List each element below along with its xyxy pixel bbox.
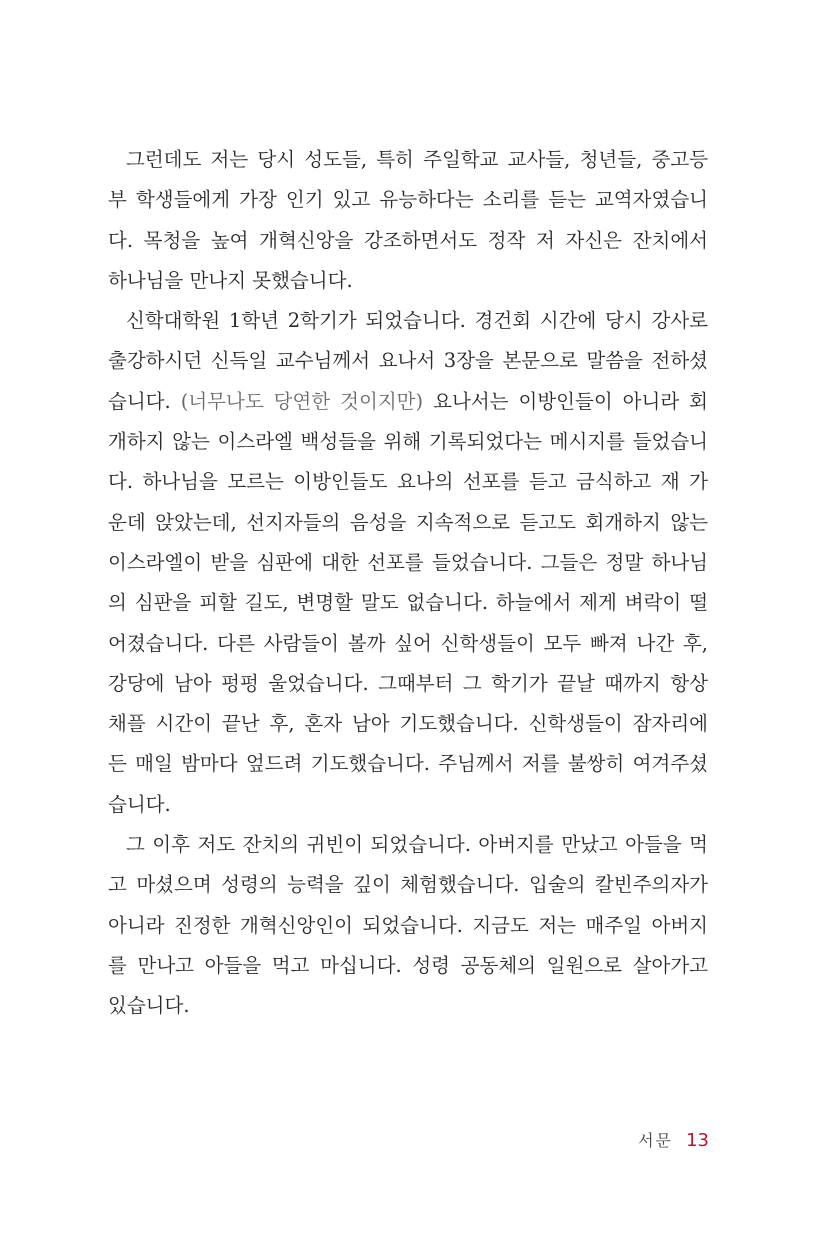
text-line: 그런데도 저는 당시 성도들, 특히 주일학교 교사들, 청년들, 중고등	[126, 148, 708, 171]
text-line: 다. 하나님을 모르는 이방인들도 요나의 선포를 듣고 금식하고 재 가	[108, 470, 708, 494]
text-line: 든 매일 밤마다 엎드려 기도했습니다. 주님께서 저를 불쌍히 여겨주셨	[108, 752, 708, 776]
text-segment: 요나서는 이방인들이 아니라 회	[433, 389, 708, 413]
page-footer	[638, 1126, 709, 1156]
text-line: 그 이후 저도 잔치의 귀빈이 되었습니다. 아버지를 만났고 아들을 먹	[126, 833, 708, 857]
text-line: 신학대학원 1학년 2학기가 되었습니다. 경건회 시간에 당시 강사로	[126, 309, 708, 333]
parenthetical-aside: (너무나도 당연한 것이지만)	[180, 389, 424, 413]
text-segment: 습니다.	[108, 389, 171, 413]
text-line: 채플 시간이 끝난 후, 혼자 남아 기도했습니다. 신학생들이 잠자리에	[108, 712, 708, 736]
text-line: 있습니다.	[108, 994, 190, 1018]
text-line: 개하지 않는 이스라엘 백성들을 위해 기록되었다는 메시지를 들었습니	[108, 430, 708, 454]
text-line: 출강하시던 신득일 교수님께서 요나서 3장을 본문으로 말씀을 전하셨	[108, 349, 708, 373]
body-text	[108, 140, 708, 1027]
text-line	[108, 382, 708, 422]
paragraph-3	[108, 825, 708, 1026]
running-section-title: 서문	[638, 1131, 673, 1150]
text-line: 강당에 남아 펑펑 울었습니다. 그때부터 그 학기가 끝날 때까지 항상	[108, 671, 708, 695]
text-line: 를 만나고 아들을 먹고 마십니다. 성령 공동체의 일원으로 살아가고	[108, 953, 708, 977]
text-line: 어졌습니다. 다른 사람들이 볼까 싶어 신학생들이 모두 빠져 나간 후,	[108, 631, 708, 655]
paragraph-1	[108, 140, 708, 301]
text-line: 고 마셨으며 성령의 능력을 깊이 체험했습니다. 입술의 칼빈주의자가	[108, 873, 708, 897]
text-line: 이스라엘이 받을 심판에 대한 선포를 들었습니다. 그들은 정말 하나님	[108, 550, 708, 574]
page-number: 13	[686, 1130, 709, 1151]
text-line: 부 학생들에게 가장 인기 있고 유능하다는 소리를 듣는 교역자였습니	[108, 188, 708, 212]
paragraph-2	[108, 301, 708, 825]
text-line: 운데 앉았는데, 선지자들의 음성을 지속적으로 듣고도 회개하지 않는	[108, 510, 708, 534]
text-line: 의 심판을 피할 길도, 변명할 말도 없습니다. 하늘에서 제게 벼락이 떨	[108, 591, 708, 615]
text-line: 아니라 진정한 개혁신앙인이 되었습니다. 지금도 저는 매주일 아버지	[108, 913, 708, 937]
text-line: 습니다.	[108, 792, 171, 816]
text-line: 다. 목청을 높여 개혁신앙을 강조하면서도 정작 저 자신은 잔치에서	[108, 228, 708, 252]
text-line: 하나님을 만나지 못했습니다.	[108, 268, 353, 292]
